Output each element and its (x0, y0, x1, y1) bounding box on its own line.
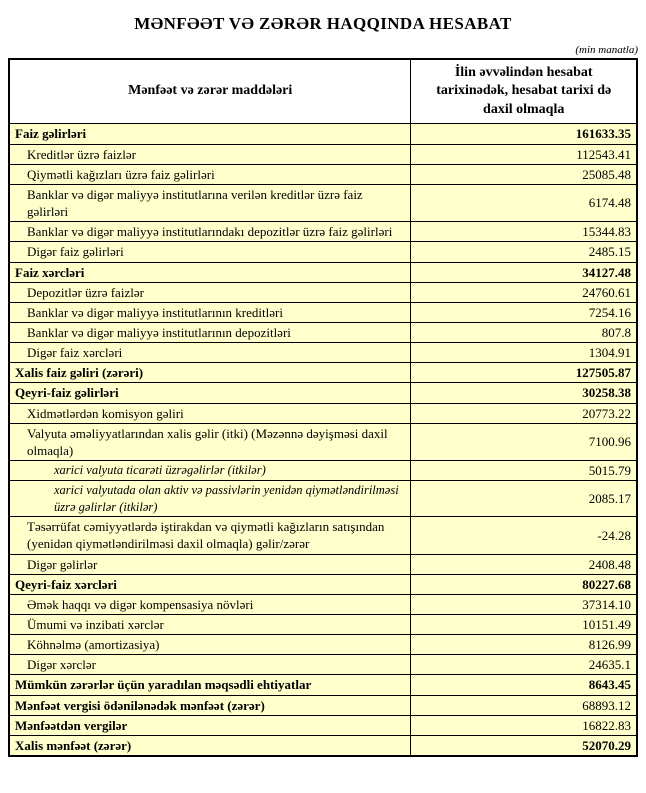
table-row (9, 695, 637, 715)
row-value: 34127.48 (411, 262, 637, 282)
table-row (9, 144, 637, 164)
row-label: Ümumi və inzibati xərclər (9, 615, 411, 635)
row-label: Faiz xərcləri (9, 262, 411, 282)
table-row (9, 675, 637, 695)
row-label: Valyuta əməliyyatlarından xalis gəlir (itki) (Məzənnə dəyişməsi daxil olmaqla) (9, 423, 411, 460)
column-header-values: İlin əvvəlindən hesabat tarixinədək, hesabat tarixi də daxil olmaqla (411, 59, 637, 124)
table-row (9, 242, 637, 262)
row-value: 7100.96 (411, 423, 637, 460)
table-row (9, 635, 637, 655)
row-label: Əmək haqqı və digər kompensasiya növləri (9, 594, 411, 614)
row-value: 2408.48 (411, 554, 637, 574)
row-label: Banklar və digər maliyyə institutlarının depozitləri (9, 322, 411, 342)
row-label: Depozitlər üzrə faizlər (9, 282, 411, 302)
table-row (9, 735, 637, 756)
header-row (9, 59, 637, 124)
table-row (9, 574, 637, 594)
row-value: 16822.83 (411, 715, 637, 735)
column-header-items: Mənfəət və zərər maddələri (9, 59, 411, 124)
row-value: 2485.15 (411, 242, 637, 262)
row-label: Banklar və digər maliyyə institutlarına verilən kreditlər üzrə faiz gəlirləri (9, 184, 411, 221)
table-row (9, 554, 637, 574)
table-row (9, 423, 637, 460)
row-value: 2085.17 (411, 481, 637, 517)
unit-note: (min manatla) (575, 44, 638, 56)
row-value: 15344.83 (411, 222, 637, 242)
row-label: Xalis mənfəət (zərər) (9, 735, 411, 756)
table-row (9, 262, 637, 282)
row-value: 52070.29 (411, 735, 637, 756)
row-label: Mənfəətdən vergilər (9, 715, 411, 735)
row-value: 37314.10 (411, 594, 637, 614)
row-value: 20773.22 (411, 403, 637, 423)
row-value: 10151.49 (411, 615, 637, 635)
table-row (9, 222, 637, 242)
table-row (9, 343, 637, 363)
table-header (9, 59, 637, 124)
table-row (9, 594, 637, 614)
row-label: Faiz gəlirləri (9, 124, 411, 144)
table-row (9, 124, 637, 144)
row-value: 8643.45 (411, 675, 637, 695)
table-row (9, 282, 637, 302)
table-row (9, 615, 637, 635)
table-row (9, 164, 637, 184)
row-label: Mümkün zərərlər üçün yaradılan məqsədli ehtiyatlar (9, 675, 411, 695)
row-label: xarici valyutada olan aktiv və passivlərin yenidən qiymətləndirilməsi üzrə gəlirlər (itkilər) (9, 481, 411, 517)
table-row (9, 322, 637, 342)
row-label: Digər faiz gəlirləri (9, 242, 411, 262)
row-value: 127505.87 (411, 363, 637, 383)
table-row (9, 363, 637, 383)
row-label: Qiymətli kağızları üzrə faiz gəlirləri (9, 164, 411, 184)
page-title: MƏNFƏƏT VƏ ZƏRƏR HAQQINDA HESABAT (134, 14, 512, 33)
table-row (9, 481, 637, 517)
table-row (9, 715, 637, 735)
table-row (9, 403, 637, 423)
row-label: Qeyri-faiz gəlirləri (9, 383, 411, 403)
row-value: 68893.12 (411, 695, 637, 715)
table-row (9, 655, 637, 675)
row-label: Banklar və digər maliyyə institutlarının kreditləri (9, 302, 411, 322)
row-value: 112543.41 (411, 144, 637, 164)
table-row (9, 383, 637, 403)
row-label: Köhnəlmə (amortizasiya) (9, 635, 411, 655)
row-value: 25085.48 (411, 164, 637, 184)
row-value: 30258.38 (411, 383, 637, 403)
row-label: Digər gəlirlər (9, 554, 411, 574)
row-label: Xidmətlərdən komisyon gəliri (9, 403, 411, 423)
table-row (9, 517, 637, 554)
table-row (9, 461, 637, 481)
row-value: 24635.1 (411, 655, 637, 675)
table-row (9, 184, 637, 221)
row-value: 7254.16 (411, 302, 637, 322)
row-value: 5015.79 (411, 461, 637, 481)
row-value: 1304.91 (411, 343, 637, 363)
table-body (9, 124, 637, 756)
row-label: Digər xərclər (9, 655, 411, 675)
row-value: 6174.48 (411, 184, 637, 221)
row-label: Kreditlər üzrə faizlər (9, 144, 411, 164)
row-value: 24760.61 (411, 282, 637, 302)
row-label: xarici valyuta ticarəti üzrəgəlirlər (itkilər) (9, 461, 411, 481)
row-value: -24.28 (411, 517, 637, 554)
row-label: Banklar və digər maliyyə institutlarındakı depozitlər üzrə faiz gəlirləri (9, 222, 411, 242)
row-value: 807.8 (411, 322, 637, 342)
row-value: 8126.99 (411, 635, 637, 655)
profit-loss-table (8, 58, 638, 757)
row-label: Mənfəət vergisi ödənilənədək mənfəət (zərər) (9, 695, 411, 715)
table-row (9, 302, 637, 322)
row-value: 80227.68 (411, 574, 637, 594)
row-label: Təsərrüfat cəmiyyətlərdə iştirakdan və qiymətli kağızların satışından (yenidən qiymətləndirilməsi daxil olmaqla) gəlir/zərər (9, 517, 411, 554)
row-value: 161633.35 (411, 124, 637, 144)
row-label: Digər faiz xərcləri (9, 343, 411, 363)
row-label: Xalis faiz gəliri (zərəri) (9, 363, 411, 383)
row-label: Qeyri-faiz xərcləri (9, 574, 411, 594)
